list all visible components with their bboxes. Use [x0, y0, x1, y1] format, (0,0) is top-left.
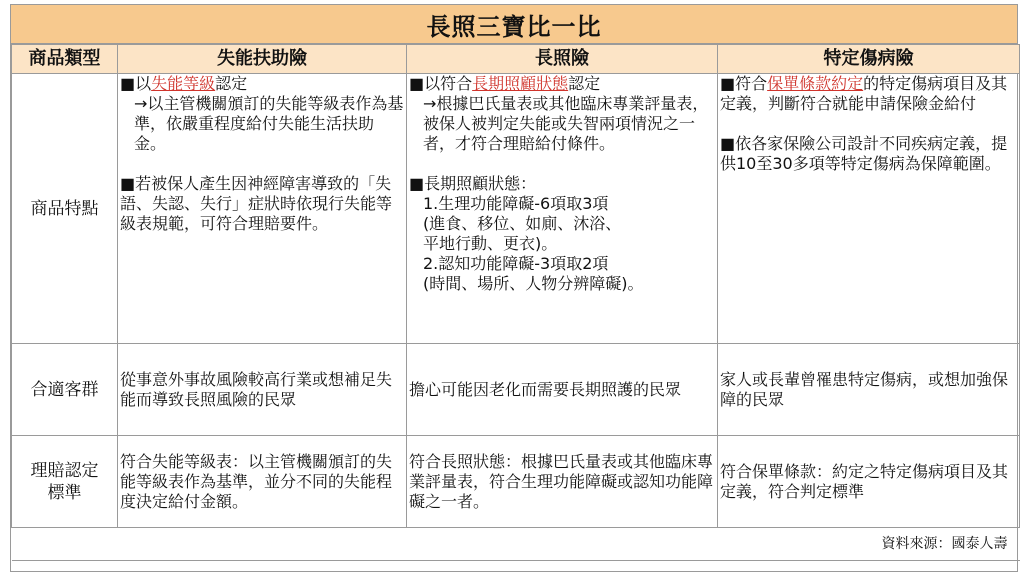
- header-critical-illness: 特定傷病險: [718, 45, 1020, 74]
- header-longterm-care: 長照險: [407, 45, 718, 74]
- claim-critical-illness: 符合保單條款：約定之特定傷病項目及其定義，符合判定標準: [718, 436, 1020, 528]
- header-type: 商品類型: [12, 45, 118, 74]
- features-ltc-line3: 平地行動、更衣)。: [423, 234, 558, 253]
- features-ltc-arrow: →根據巴氏量表或其他臨床專業評量表，被保人被判定失能或失智兩項情況之一者，才符合理賠給付條件。: [423, 94, 709, 153]
- features-critical-illness: [718, 74, 1020, 344]
- page-title: 長照三寶比一比: [11, 5, 1017, 44]
- target-longterm-care: 擔心可能因老化而需要長期照護的民眾: [407, 344, 718, 436]
- comparison-sheet: [10, 4, 1018, 572]
- features-ltc-point1: ■以符合長期照顧狀態認定: [409, 74, 601, 93]
- features-ltc-line5: (時間、場所、人物分辨障礙)。: [423, 274, 644, 293]
- target-row: [12, 344, 1020, 436]
- features-ltc-line4: 2.認知功能障礙-3項取2項: [423, 254, 609, 273]
- features-ltc-line2: (進食、移位、如廁、沐浴、: [423, 214, 622, 233]
- claim-longterm-care: 符合長照狀態：根據巴氏量表或其他臨床專業評量表，符合生理功能障礙或認知功能障礙之一者。: [407, 436, 718, 528]
- source-note: 資料來源：國泰人壽: [12, 528, 1020, 561]
- claim-row: [12, 436, 1020, 528]
- features-disability: [118, 74, 407, 344]
- features-row: [12, 74, 1020, 344]
- claim-disability: 符合失能等級表：以主管機關頒訂的失能等級表作為基準，並分不同的失能程度決定給付金額。: [118, 436, 407, 528]
- header-row: [12, 45, 1020, 74]
- features-ci-point2: ■依各家保險公司設計不同疾病定義，提供10至30多項等特定傷病為保障範圍。: [720, 134, 1008, 173]
- source-row: [12, 528, 1020, 561]
- features-longterm-care: [407, 74, 718, 344]
- features-ltc-point2-head: ■長期照顧狀態：: [409, 174, 537, 193]
- features-disability-point1: ■以失能等級認定: [120, 74, 248, 93]
- features-ci-point1: ■符合保單條款約定的特定傷病項目及其定義，判斷符合就能申請保險金給付: [720, 74, 1008, 113]
- features-disability-arrow: →以主管機關頒訂的失能等級表作為基準，依嚴重程度給付失能生活扶助金。: [134, 94, 404, 153]
- features-disability-point2: ■若被保人產生因神經障害導致的「失語、失認、失行」症狀時依現行失能等級表規範，可符合理賠要件。: [120, 174, 393, 233]
- row-label-claim: 理賠認定 標準: [12, 436, 118, 528]
- comparison-table: [11, 44, 1020, 561]
- header-disability: 失能扶助險: [118, 45, 407, 74]
- row-label-features: 商品特點: [12, 74, 118, 344]
- target-critical-illness: 家人或長輩曾罹患特定傷病，或想加強保障的民眾: [718, 344, 1020, 436]
- row-label-target: 合適客群: [12, 344, 118, 436]
- features-ltc-line1: 1.生理功能障礙-6項取3項: [423, 194, 609, 213]
- target-disability: 從事意外事故風險較高行業或想補足失能而導致長照風險的民眾: [118, 344, 407, 436]
